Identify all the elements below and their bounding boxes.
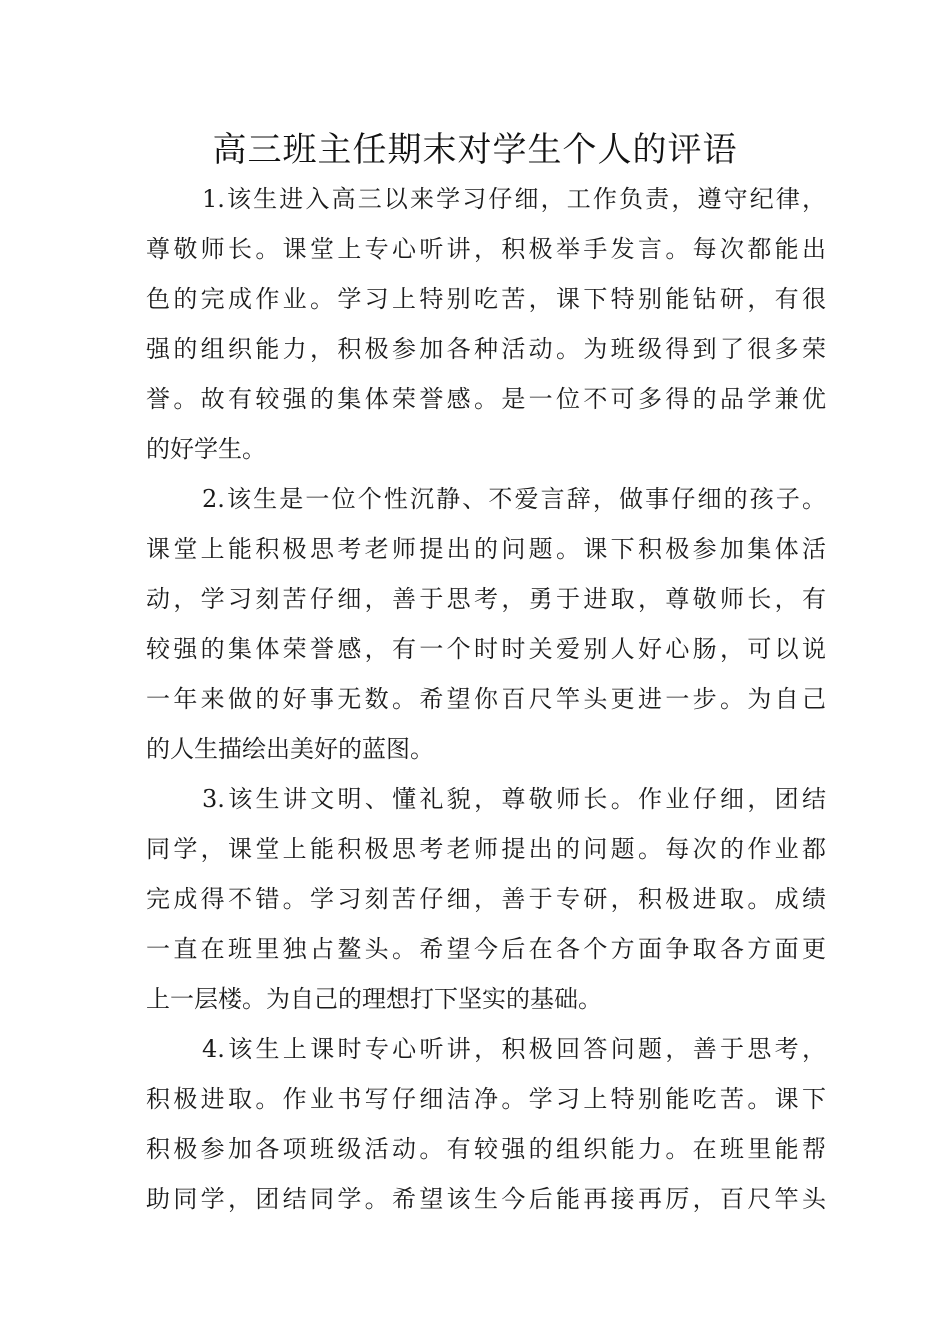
paragraph-line: 一年来做的好事无数。希望你百尺竿头更进一步。为自己 (146, 685, 826, 713)
paragraph-line: 积极参加各项班级活动。有较强的组织能力。在班里能帮 (146, 1135, 826, 1163)
paragraph-line: 的好学生。 (146, 435, 266, 463)
paragraph-3 (146, 774, 826, 1024)
document-body (146, 174, 826, 1224)
paragraph-line: 4.该生上课时专心听讲，积极回答问题，善于思考， (202, 1035, 826, 1063)
paragraph-line: 2.该生是一位个性沉静、不爱言辞，做事仔细的孩子。 (202, 485, 826, 513)
paragraph-line: 3.该生讲文明、懂礼貌，尊敬师长。作业仔细，团结 (202, 785, 826, 813)
paragraph-line: 较强的集体荣誉感，有一个时时关爱别人好心肠，可以说 (146, 635, 826, 663)
paragraph-line: 尊敬师长。课堂上专心听讲，积极举手发言。每次都能出 (146, 235, 826, 263)
document-title: 高三班主任期末对学生个人的评语 (212, 130, 738, 170)
paragraph-line: 一直在班里独占鳌头。希望今后在各个方面争取各方面更 (146, 935, 826, 963)
paragraph-line: 色的完成作业。学习上特别吃苦，课下特别能钻研，有很 (146, 285, 826, 313)
paragraph-line: 助同学，团结同学。希望该生今后能再接再厉，百尺竿头 (146, 1185, 826, 1213)
paragraph-line: 上一层楼。为自己的理想打下坚实的基础。 (146, 985, 602, 1013)
paragraph-line: 积极进取。作业书写仔细洁净。学习上特别能吃苦。课下 (146, 1085, 826, 1113)
paragraph-1 (146, 174, 826, 474)
paragraph-line: 同学，课堂上能积极思考老师提出的问题。每次的作业都 (146, 835, 826, 863)
paragraph-line: 1.该生进入高三以来学习仔细，工作负责，遵守纪律， (202, 185, 826, 213)
paragraph-2 (146, 474, 826, 774)
paragraph-line: 强的组织能力，积极参加各种活动。为班级得到了很多荣 (146, 335, 826, 363)
paragraph-line: 的人生描绘出美好的蓝图。 (146, 735, 434, 763)
paragraph-line: 完成得不错。学习刻苦仔细，善于专研，积极进取。成绩 (146, 885, 826, 913)
paragraph-line: 动，学习刻苦仔细，善于思考，勇于进取，尊敬师长，有 (146, 585, 826, 613)
paragraph-4 (146, 1024, 826, 1224)
paragraph-line: 课堂上能积极思考老师提出的问题。课下积极参加集体活 (146, 535, 826, 563)
paragraph-line: 誉。故有较强的集体荣誉感。是一位不可多得的品学兼优 (146, 385, 826, 413)
